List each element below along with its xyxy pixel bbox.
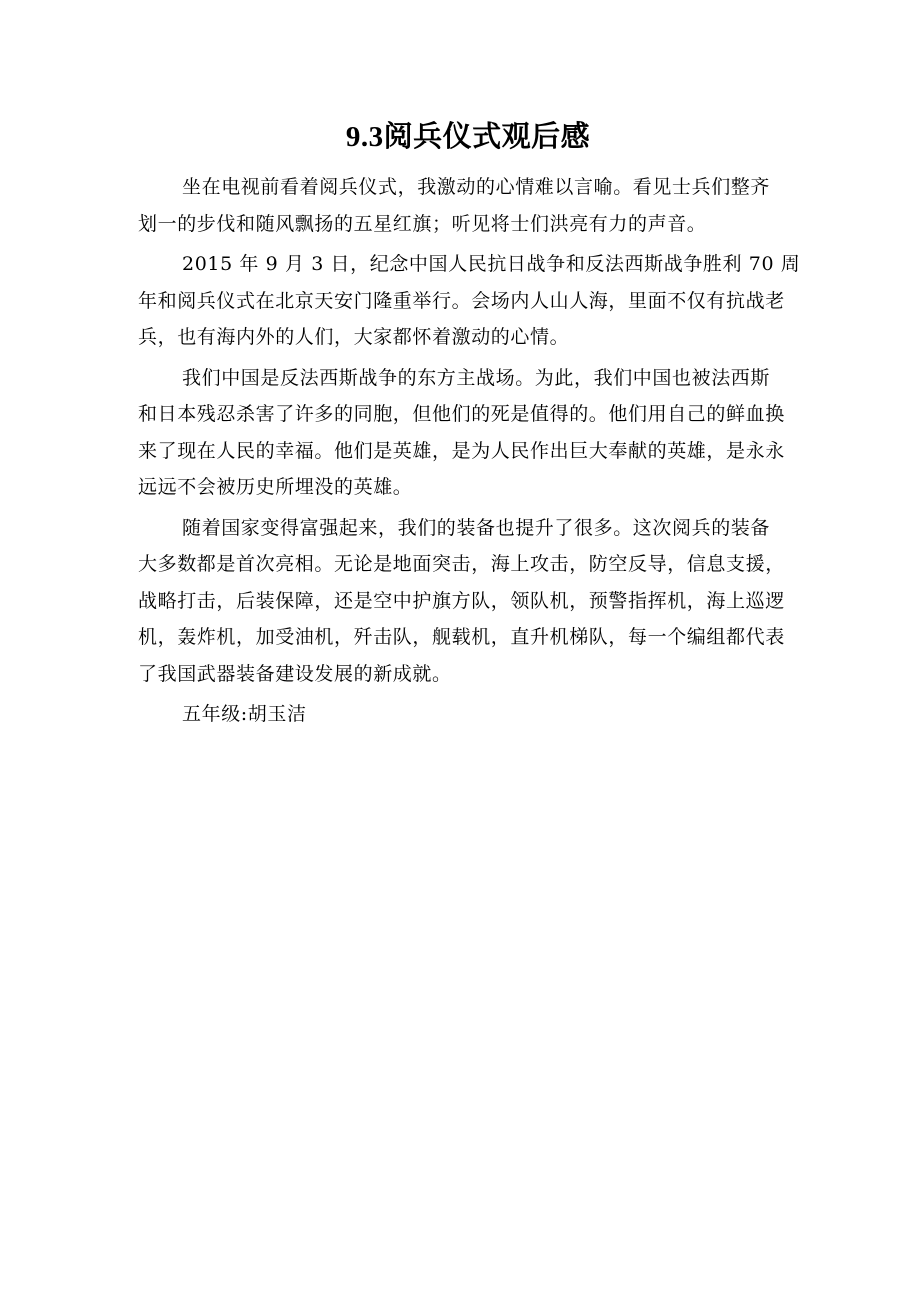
paragraph-line: 战略打击，后装保障，还是空中护旗方队，领队机，预警指挥机，海上巡逻 [138, 589, 785, 612]
paragraph-line: 年和阅兵仪式在北京天安门隆重举行。会场内人山人海，里面不仅有抗战老 [138, 289, 785, 312]
paragraph-line: 机，轰炸机，加受油机，歼击队，舰载机，直升机梯队，每一个编组都代表 [138, 626, 785, 648]
paragraph-line: 我们中国是反法西斯战争的东方主战场。为此，我们中国也被法西斯 [182, 366, 771, 389]
paragraph-line: 和日本残忍杀害了许多的同胞，但他们的死是值得的。他们用自己的鲜血换 [138, 403, 785, 425]
paragraph-line: 兵，也有海内外的人们，大家都怀着激动的心情。 [138, 326, 570, 348]
document-body [138, 108, 801, 733]
paragraph-4 [138, 510, 798, 693]
paragraph-line: 来了现在人民的幸福。他们是英雄，是为人民作出巨大奉献的英雄，是永永 [138, 439, 785, 462]
paragraph-line: 大多数都是首次亮相。无论是地面突击，海上攻击，防空反导，信息支援， [138, 553, 785, 575]
title-number: 9.3 [345, 121, 384, 153]
paragraph-3 [138, 360, 798, 506]
paragraph-2 [138, 246, 801, 356]
author-signature: 五年级:胡玉洁 [182, 703, 307, 725]
page-title [138, 108, 798, 165]
paragraph-line: 2015 年 9 月 3 日，纪念中国人民抗日战争和反法西斯战争胜利 70 周 [182, 253, 801, 275]
paragraph-1 [138, 169, 798, 242]
title-text: 阅兵仪式观后感 [383, 119, 591, 153]
paragraph-line: 了我国武器装备建设发展的新成就。 [138, 662, 452, 685]
paragraph-line: 随着国家变得富强起来，我们的装备也提升了很多。这次阅兵的装备 [182, 516, 771, 539]
paragraph-line: 远远不会被历史所埋没的英雄。 [138, 476, 413, 498]
paragraph-line: 坐在电视前看着阅兵仪式，我激动的心情难以言喻。看见士兵们整齐 [182, 176, 771, 198]
paragraph-line: 划一的步伐和随风飘扬的五星红旗；听见将士们洪亮有力的声音。 [138, 212, 707, 235]
